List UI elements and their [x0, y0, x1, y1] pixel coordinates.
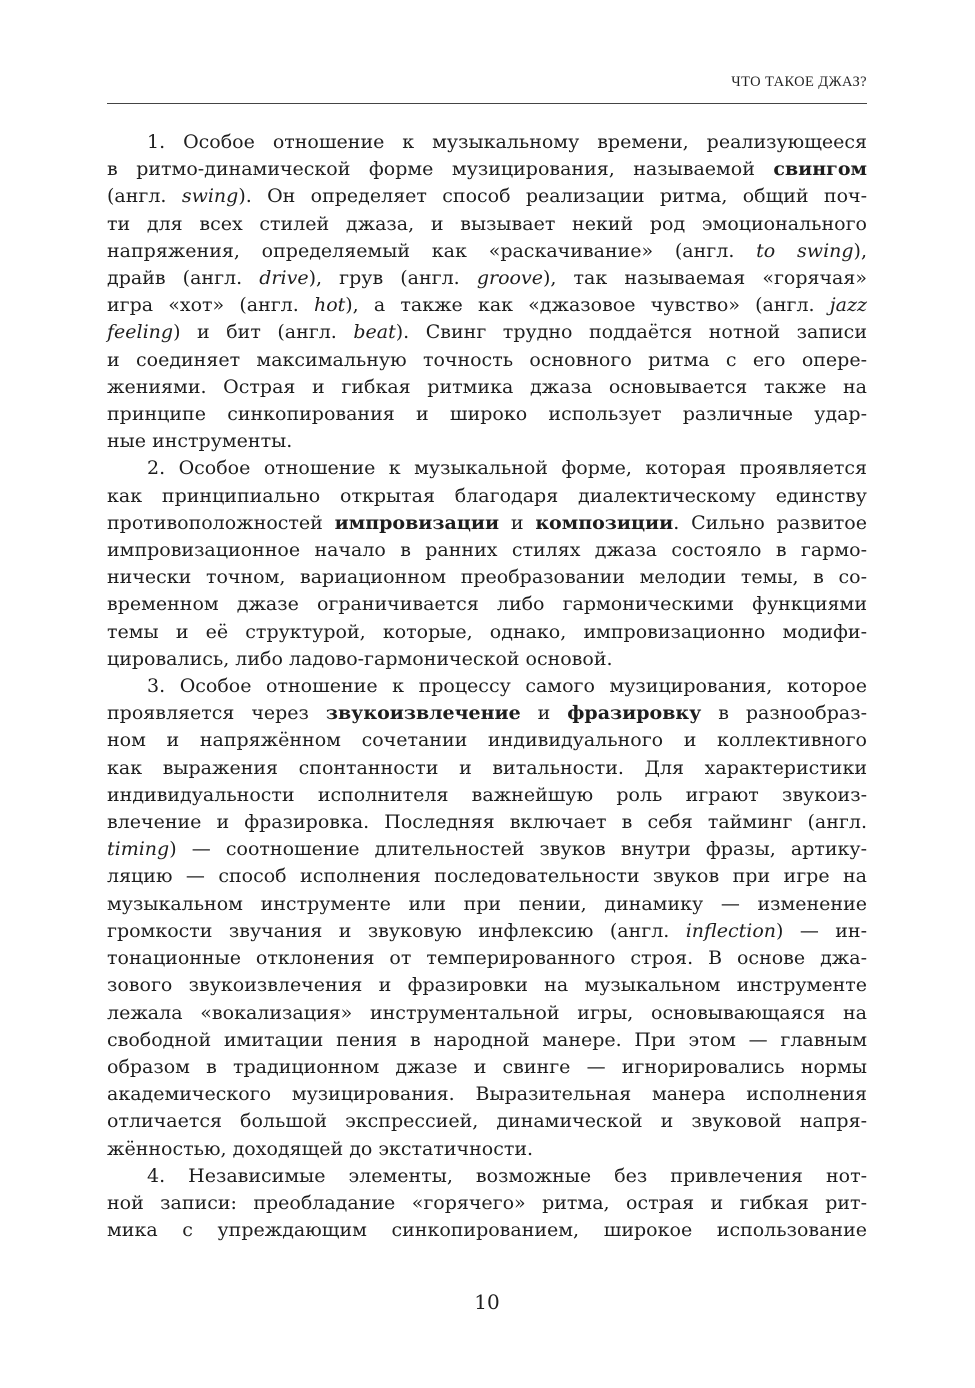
text-run: мика с упреждающим синкопированием, широкое использование	[107, 1219, 867, 1242]
paragraph-4	[107, 1163, 867, 1245]
text-run: ) и бит (англ.	[173, 321, 354, 344]
text-line	[107, 374, 867, 401]
italic-term: timing	[107, 838, 170, 861]
paragraph-2	[107, 455, 867, 673]
text-run: цировались, либо ладово-гармонической основой.	[107, 647, 613, 670]
bold-term: звукоизвлечение	[325, 702, 521, 725]
text-run: ной записи: преобладание «горячего» ритма, острая и гибкая рит-	[107, 1191, 867, 1214]
text-line	[107, 156, 867, 183]
italic-term: swing	[181, 185, 239, 208]
text-run: жениями. Острая и гибкая ритмика джаза основывается также на	[107, 375, 867, 398]
text-run: влечение и фразировка. Последняя включает в себя тайминг (англ.	[107, 811, 867, 834]
text-run: импровизационное начало в ранних стилях джаза состояло в гармо-	[107, 539, 867, 562]
text-line	[107, 455, 867, 482]
text-run: ),	[853, 239, 867, 262]
text-run: 2. Особое отношение к музыкальной форме, которая проявляется	[147, 457, 867, 480]
text-line	[107, 646, 867, 673]
text-line	[107, 265, 867, 292]
text-run: ). Свинг трудно поддаётся нотной записи	[395, 321, 867, 344]
text-run: (англ.	[107, 185, 182, 208]
bold-term: импровизации	[334, 511, 500, 534]
text-line	[107, 1136, 867, 1163]
text-run: темы и её структурой, которые, однако, импровизационно модифи-	[107, 620, 867, 643]
text-run: свободной имитации пения в народной манере. При этом — главным	[107, 1028, 867, 1051]
page-number: 10	[474, 1290, 500, 1314]
text-line	[107, 1108, 867, 1135]
text-run: тонационные отклонения от темперированного строя. В основе джа-	[107, 947, 867, 970]
text-line	[107, 1081, 867, 1108]
header-rule	[107, 103, 867, 104]
text-run: отличается большой экспрессией, динамической и звуковой напря-	[107, 1110, 867, 1133]
text-run: временном джазе ограничивается либо гармоническими функциями	[107, 593, 867, 616]
text-line	[107, 673, 867, 700]
text-line	[107, 347, 867, 374]
text-line	[107, 619, 867, 646]
text-run: индивидуальности исполнителя важнейшую роль играют звукоиз-	[107, 783, 867, 806]
italic-term: jazz	[829, 294, 868, 317]
text-run: противоположностей	[107, 511, 335, 534]
text-run: громкости звучания и звуковую инфлексию (англ.	[107, 919, 686, 942]
italic-term: to swing	[756, 239, 854, 262]
text-run: ), так называемая «горячая»	[542, 267, 867, 290]
text-line	[107, 564, 867, 591]
text-run: лежала «вокализация» инструментальной игры, основывающаяся на	[107, 1001, 867, 1024]
italic-term: hot	[313, 294, 346, 317]
italic-term: beat	[353, 321, 396, 344]
italic-term: feeling	[107, 321, 174, 344]
bold-term: свингом	[773, 158, 867, 181]
text-run: и соединяет максимальную точность основного ритма с его опере-	[107, 348, 867, 371]
text-run: проявляется через	[107, 702, 326, 725]
text-line	[107, 945, 867, 972]
text-line	[107, 238, 867, 265]
paragraph-1	[107, 129, 867, 455]
italic-term: inflection	[685, 919, 776, 942]
text-run: жённостью, доходящей до экстатичности.	[107, 1137, 534, 1160]
bold-term: фразировку	[567, 702, 702, 725]
text-run: образом в традиционном джазе и свинге — игнорировались нормы	[107, 1055, 867, 1078]
text-run: зового звукоизвлечения и фразировки на музыкальном инструменте	[107, 974, 867, 997]
italic-term: drive	[259, 267, 309, 290]
text-line	[107, 319, 867, 346]
text-line	[107, 1163, 867, 1190]
text-line	[107, 483, 867, 510]
text-run: принципе синкопирования и широко использует различные удар-	[107, 403, 867, 426]
text-line	[107, 863, 867, 890]
text-line	[107, 510, 867, 537]
text-run: ляцию — способ исполнения последовательности звуков при игре на	[107, 865, 867, 888]
text-run: . Сильно развитое	[673, 511, 867, 534]
text-line	[107, 401, 867, 428]
body-text	[107, 129, 867, 1244]
text-run: музыкальном инструменте или при пении, динамику — изменение	[107, 892, 867, 915]
text-run: в ритмо-динамической форме музицирования, называемой	[107, 158, 774, 181]
text-run: 1. Особое отношение к музыкальному времени, реализующееся	[147, 131, 867, 153]
text-line	[107, 1217, 867, 1244]
text-line	[107, 727, 867, 754]
text-line	[107, 591, 867, 618]
text-line	[107, 537, 867, 564]
text-line	[107, 1027, 867, 1054]
text-run: ), грув (англ.	[308, 267, 477, 290]
text-run: драйв (англ.	[107, 267, 260, 290]
text-line	[107, 428, 867, 455]
text-run: академического музицирования. Выразительная манера исполнения	[107, 1083, 867, 1106]
text-run: в разнообраз-	[701, 702, 867, 725]
text-line	[107, 809, 867, 836]
text-run: ) — ин-	[776, 919, 867, 942]
text-line	[107, 891, 867, 918]
text-run: ти для всех стилей джаза, и вызывает некий род эмоционального	[107, 212, 867, 235]
text-run: нически точном, вариационном преобразовании мелодии темы, в со-	[107, 566, 867, 589]
text-line	[107, 1054, 867, 1081]
text-line	[107, 211, 867, 238]
text-line	[107, 700, 867, 727]
text-line	[107, 183, 867, 210]
text-line	[107, 836, 867, 863]
text-run: как выражения спонтанности и витальности. Для характеристики	[107, 756, 867, 779]
text-run: игра «хот» (англ.	[107, 294, 314, 317]
text-line	[107, 782, 867, 809]
text-line	[107, 755, 867, 782]
text-run: 4. Независимые элементы, возможные без привлечения нот-	[147, 1164, 867, 1187]
text-run: как принципиально открытая благодаря диалектическому единству	[107, 484, 867, 507]
paragraph-3	[107, 673, 867, 1163]
bold-term: композиции	[535, 511, 674, 534]
text-line	[107, 129, 867, 156]
text-run: напряжения, определяемый как «раскачивание» (англ.	[107, 239, 757, 262]
text-run: ), а также как «джазовое чувство» (англ.	[345, 294, 830, 317]
text-run: ном и напряжённом сочетании индивидуального и коллективного	[107, 729, 867, 752]
running-title: ЧТО ТАКОЕ ДЖАЗ?	[731, 74, 867, 90]
text-run: 3. Особое отношение к процессу самого музицирования, которое	[147, 675, 867, 698]
italic-term: groove	[476, 267, 543, 290]
text-line	[107, 292, 867, 319]
text-line	[107, 918, 867, 945]
text-run: ). Он определяет способ реализации ритма, общий поч-	[238, 185, 867, 208]
text-line	[107, 1190, 867, 1217]
text-run: и	[499, 511, 536, 534]
text-line	[107, 972, 867, 999]
text-run: и	[520, 702, 568, 725]
text-line	[107, 1000, 867, 1027]
text-run: ные инструменты.	[107, 430, 293, 453]
text-run: ) — соотношение длительностей звуков внутри фразы, артику-	[169, 838, 867, 861]
